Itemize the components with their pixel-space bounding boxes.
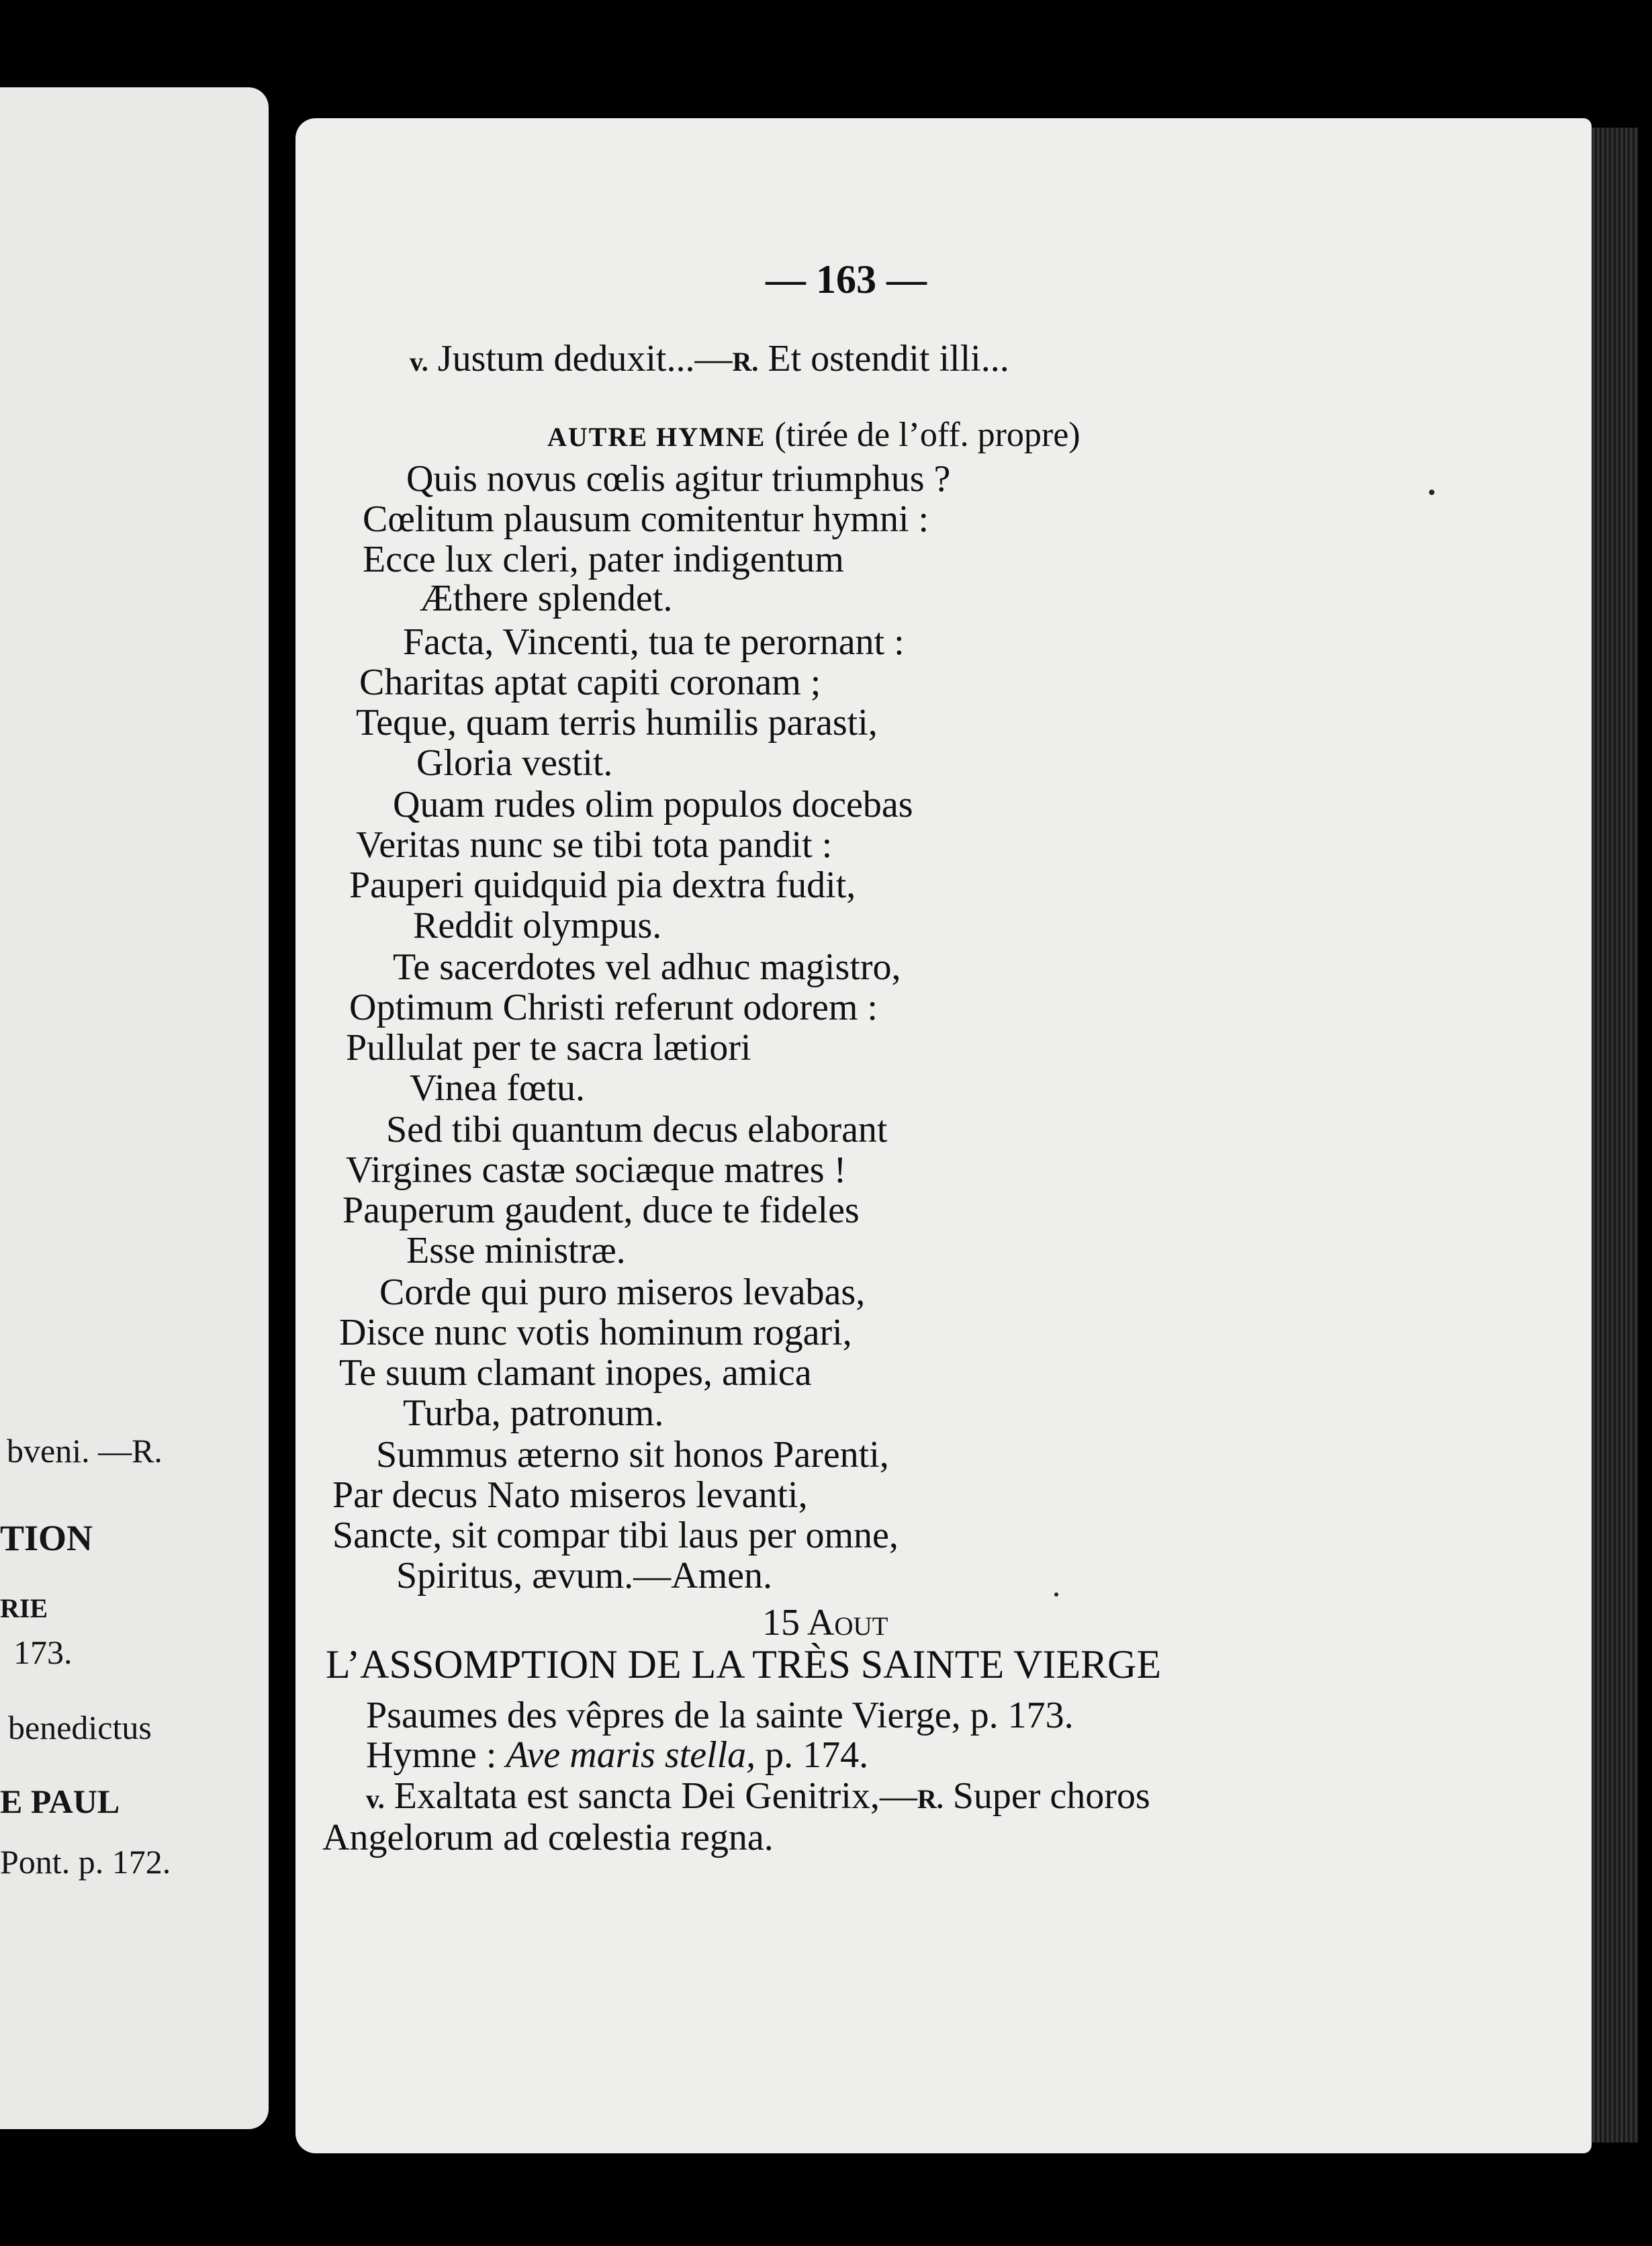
hymn-reference-page: p. 174. — [765, 1734, 869, 1776]
page-edges — [1592, 128, 1639, 2143]
hymn-line: Pauperi quidquid pia dextra fudit, — [349, 864, 856, 906]
hymn-line: Gloria vestit. — [416, 742, 613, 784]
hymn-line: Te suum clamant inopes, amica — [339, 1352, 812, 1394]
feast-date: 15 Aout — [762, 1602, 888, 1644]
versicle-line — [366, 1775, 1150, 1821]
hymn-line: Veritas nunc se tibi tota pandit : — [356, 824, 833, 866]
left-page-line: benedictus — [8, 1709, 152, 1746]
hymn-reference-title: Ave maris stella, — [506, 1734, 756, 1776]
page-number: — 163 — — [766, 257, 927, 302]
hymn-line: Corde qui puro miseros levabas, — [379, 1271, 866, 1313]
response-mark: R. — [917, 1784, 944, 1814]
hymn-heading-label: AUTRE HYMNE — [547, 422, 766, 452]
versicle-continuation: Angelorum ad cœlestia regna. — [322, 1817, 774, 1858]
ink-speck — [1054, 1592, 1058, 1597]
left-page-line: Pont. p. 172. — [0, 1843, 171, 1881]
left-page-line: RIE — [0, 1593, 48, 1623]
hymn-line: Optimum Christi referunt odorem : — [349, 987, 878, 1028]
psalms-line: Psaumes des vêpres de la sainte Vierge, p. 173. — [366, 1695, 1074, 1736]
hymn-line: Ecce lux cleri, pater indigentum — [363, 539, 844, 580]
ink-speck — [1429, 490, 1434, 495]
hymn-line: Cœlitum plausum comitentur hymni : — [363, 498, 929, 540]
hymn-line: Virgines castæ sociæque matres ! — [346, 1149, 847, 1191]
versicle-mark: v. — [366, 1784, 385, 1814]
response-text: Et ostendit illi... — [768, 338, 1009, 379]
versicle-text: Justum deduxit...— — [437, 338, 733, 379]
hymn-line: Spiritus, ævum.—Amen. — [396, 1555, 773, 1597]
hymn-line: Æthere splendet. — [420, 578, 673, 619]
hymn-line: Sancte, sit compar tibi laus per omne, — [332, 1515, 899, 1556]
left-page-line: TION — [0, 1518, 93, 1558]
hymn-line: Quis novus cœlis agitur triumphus ? — [406, 458, 951, 500]
hymn-line: Disce nunc votis hominum rogari, — [339, 1312, 852, 1353]
versicle-mark: v. — [410, 347, 428, 377]
hymn-line: Pauperum gaudent, duce te fideles — [342, 1189, 860, 1231]
feast-title: L’ASSOMPTION DE LA TRÈS SAINTE VIERGE — [326, 1642, 1161, 1687]
versicle-line — [410, 337, 1009, 384]
hymn-reference-prefix: Hymne : — [366, 1734, 497, 1776]
hymn-line: Esse ministræ. — [406, 1230, 626, 1271]
hymn-line: Vinea fœtu. — [410, 1067, 585, 1109]
left-page-line: E PAUL — [0, 1783, 120, 1820]
hymn-line: Quam rudes olim populos docebas — [393, 784, 913, 825]
hymn-line: Pullulat per te sacra lætiori — [346, 1027, 751, 1069]
left-page-line: bveni. —R. — [7, 1432, 163, 1470]
hymn-line: Par decus Nato miseros levanti, — [332, 1474, 808, 1516]
versicle-text: Exaltata est sancta Dei Genitrix,— — [394, 1775, 917, 1817]
response-mark: R. — [732, 347, 759, 377]
left-page-line: 173. — [13, 1633, 73, 1671]
main-page — [295, 118, 1592, 2153]
hymn-reference — [366, 1734, 868, 1777]
hymn-line: Turba, patronum. — [403, 1392, 664, 1434]
hymn-line: Charitas aptat capiti coronam ; — [359, 662, 821, 703]
hymn-line: Facta, Vincenti, tua te perornant : — [403, 621, 905, 663]
hymn-heading — [547, 414, 1081, 459]
hymn-line: Summus æterno sit honos Parenti, — [376, 1434, 889, 1476]
hymn-line: Reddit olympus. — [413, 905, 662, 946]
hymn-line: Sed tibi quantum decus elaborant — [386, 1109, 888, 1151]
hymn-heading-note: (tirée de l’off. propre) — [774, 416, 1081, 454]
hymn-line: Teque, quam terris humilis parasti, — [356, 702, 878, 744]
hymn-line: Te sacerdotes vel adhuc magistro, — [393, 946, 901, 988]
response-text: Super choros — [952, 1775, 1150, 1817]
left-facing-page — [0, 87, 269, 2129]
